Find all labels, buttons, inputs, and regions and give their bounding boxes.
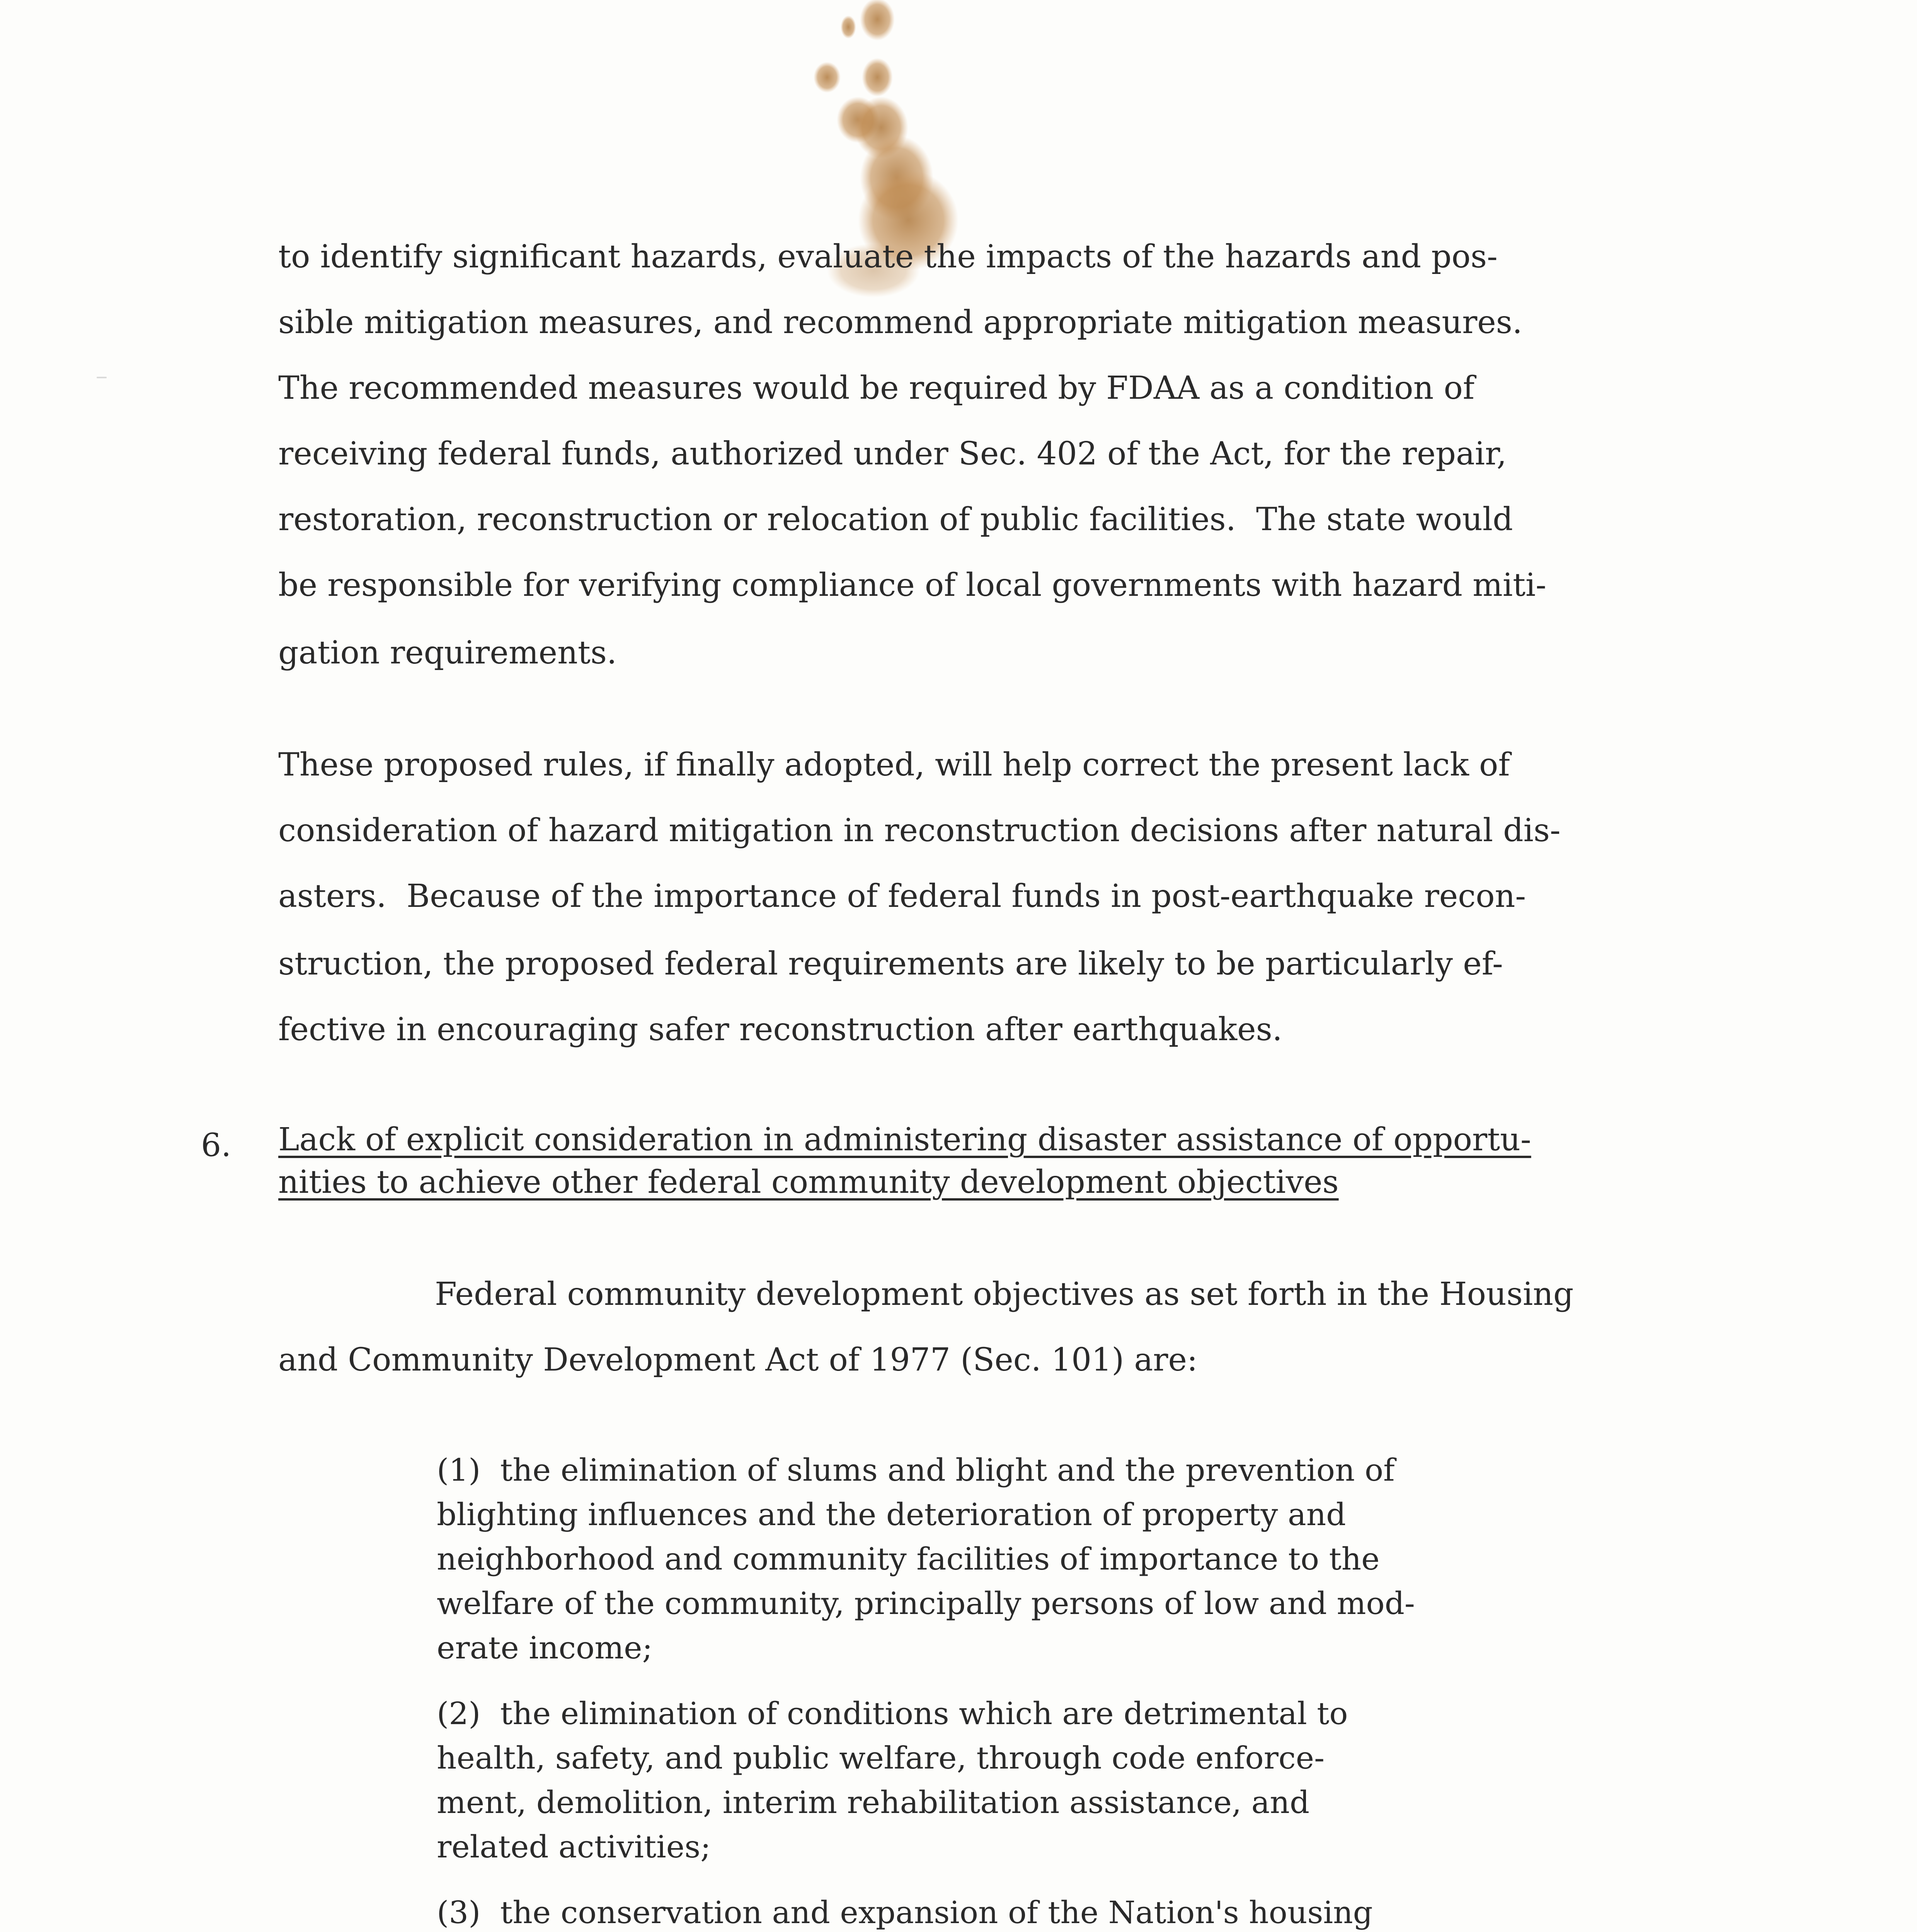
- intro-line: Federal community development objectives as set forth in the Housing: [435, 1276, 1574, 1313]
- section-number: 6.: [201, 1127, 232, 1164]
- list-item-2-line: ment, demolition, interim rehabilitation assistance, and: [437, 1784, 1310, 1820]
- intro-line: and Community Development Act of 1977 (Sec. 101) are:: [278, 1342, 1198, 1378]
- list-item-2-line: related activities;: [437, 1829, 711, 1865]
- paragraph-1-line: The recommended measures would be required by FDAA as a condition of: [278, 370, 1475, 406]
- paragraph-1-line: sible mitigation measures, and recommend appropriate mitigation measures.: [278, 304, 1522, 341]
- list-item-2-line: health, safety, and public welfare, through code enforce-: [437, 1740, 1325, 1776]
- paragraph-2-line: asters. Because of the importance of federal funds in post-earthquake recon-: [278, 878, 1526, 915]
- paragraph-2-line: consideration of hazard mitigation in reconstruction decisions after natural dis-: [278, 812, 1561, 849]
- paragraph-2-line: struction, the proposed federal requirements are likely to be particularly ef-: [278, 946, 1503, 982]
- paragraph-2-line: fective in encouraging safer reconstruction after earthquakes.: [278, 1011, 1282, 1048]
- list-item-1-line: (1) the elimination of slums and blight and the prevention of: [437, 1452, 1395, 1488]
- paragraph-2-line: These proposed rules, if finally adopted, will help correct the present lack of: [278, 747, 1510, 783]
- paper-speck: [97, 377, 107, 378]
- list-item-1-line: neighborhood and community facilities of importance to the: [437, 1541, 1380, 1577]
- list-item-1-line: welfare of the community, principally persons of low and mod-: [437, 1585, 1415, 1621]
- list-item-1-line: blighting influences and the deterioration of property and: [437, 1497, 1346, 1532]
- paragraph-1-line: gation requirements.: [278, 634, 617, 671]
- paragraph-1-line: be responsible for verifying compliance of local governments with hazard miti-: [278, 567, 1546, 604]
- list-item-3-line: (3) the conservation and expansion of the Nation's housing: [437, 1895, 1373, 1930]
- section-heading-line: Lack of explicit consideration in administering disaster assistance of opportu-: [278, 1121, 1531, 1158]
- section-heading-line: nities to achieve other federal community development objectives: [278, 1164, 1339, 1201]
- list-item-1-line: erate income;: [437, 1630, 653, 1666]
- paragraph-1-line: receiving federal funds, authorized under Sec. 402 of the Act, for the repair,: [278, 435, 1507, 472]
- paragraph-1-line: to identify significant hazards, evaluate the impacts of the hazards and pos-: [278, 238, 1498, 275]
- paragraph-1-line: restoration, reconstruction or relocation of public facilities. The state would: [278, 501, 1513, 538]
- list-item-2-line: (2) the elimination of conditions which are detrimental to: [437, 1696, 1348, 1731]
